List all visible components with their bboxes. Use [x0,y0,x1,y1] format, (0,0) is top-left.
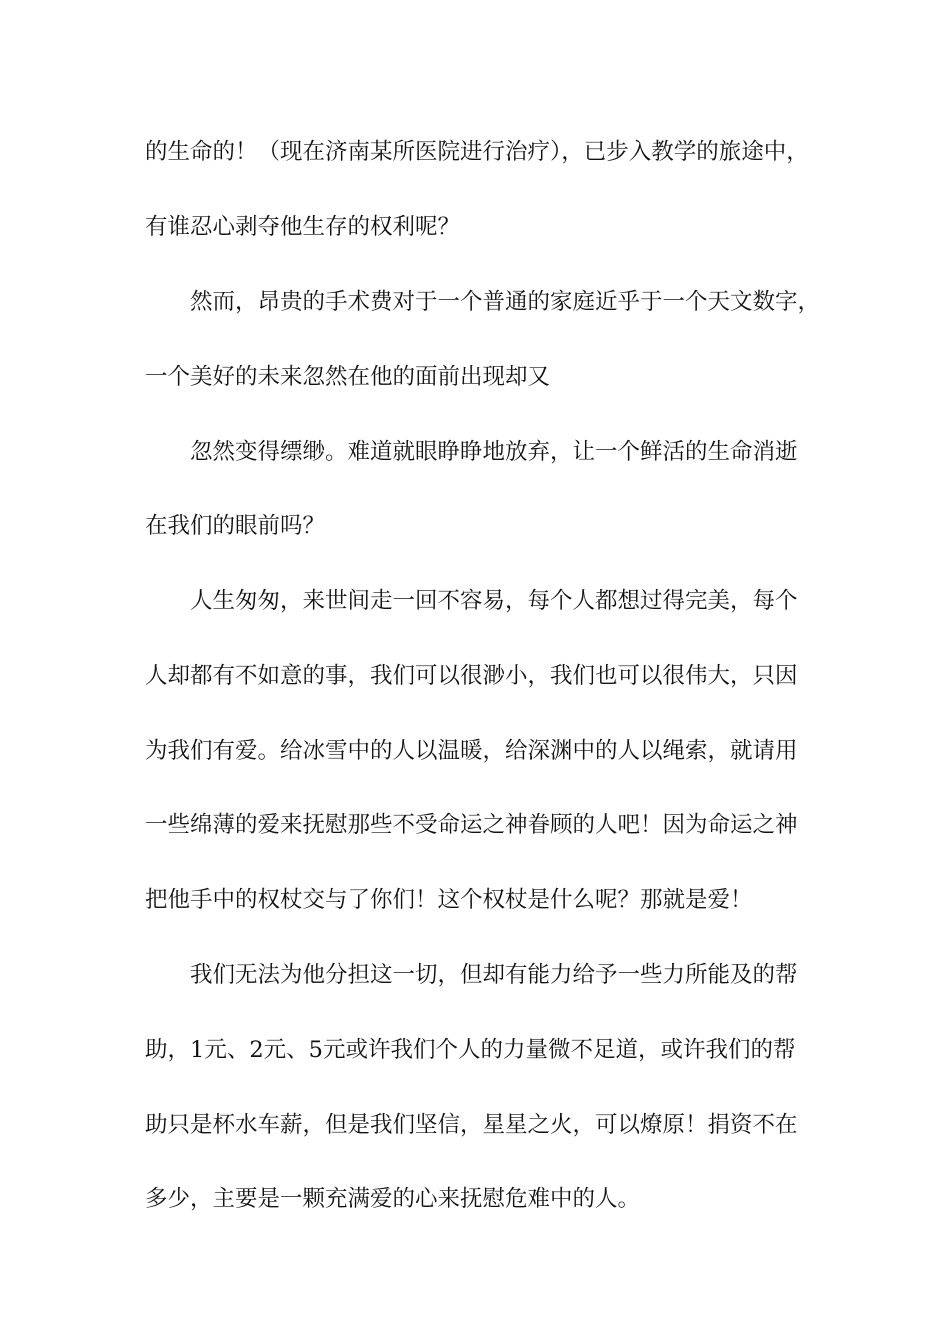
text-line: 在我们的眼前吗？ [145,513,326,539]
paragraph-start-line: 然而，昂贵的手术费对于一个普通的家庭近乎于一个天文数字， [190,289,821,315]
paragraph-start-line: 人生匆匆，来世间走一回不容易，每个人都想过得完美，每个 [190,588,798,614]
text-line: 一些绵薄的爱来抚慰那些不受命运之神眷顾的人吧！因为命运之神 [145,812,798,838]
text-line: 多少，主要是一颗充满爱的心来抚慰危难中的人。 [145,1186,641,1212]
text-line: 一个美好的未来忽然在他的面前出现却又 [145,364,551,390]
paragraph-start-line: 忽然变得缥缈。难道就眼睁睁地放弃，让一个鲜活的生命消逝 [190,439,798,465]
text-line: 有谁忍心剥夺他生存的权利呢？ [145,214,461,240]
text-line: 为我们有爱。给冰雪中的人以温暖，给深渊中的人以绳索，就请用 [145,738,798,764]
text-line: 把他手中的权杖交与了你们！这个权杖是什么呢？那就是爱！ [145,887,753,913]
text-line: 的生命的！（现在济南某所医院进行治疗），已步入教学的旅途中， [145,139,809,165]
text-line: 助只是杯水车薪，但是我们坚信，星星之火，可以燎原！捐资不在 [145,1112,798,1138]
paragraph-start-line: 我们无法为他分担这一切，但却有能力给予一些力所能及的帮 [190,962,798,988]
text-line: 人却都有不如意的事，我们可以很渺小，我们也可以很伟大，只因 [145,663,798,689]
text-line: 助，1元、2元、5元或许我们个人的力量微不足道，或许我们的帮 [145,1037,796,1063]
